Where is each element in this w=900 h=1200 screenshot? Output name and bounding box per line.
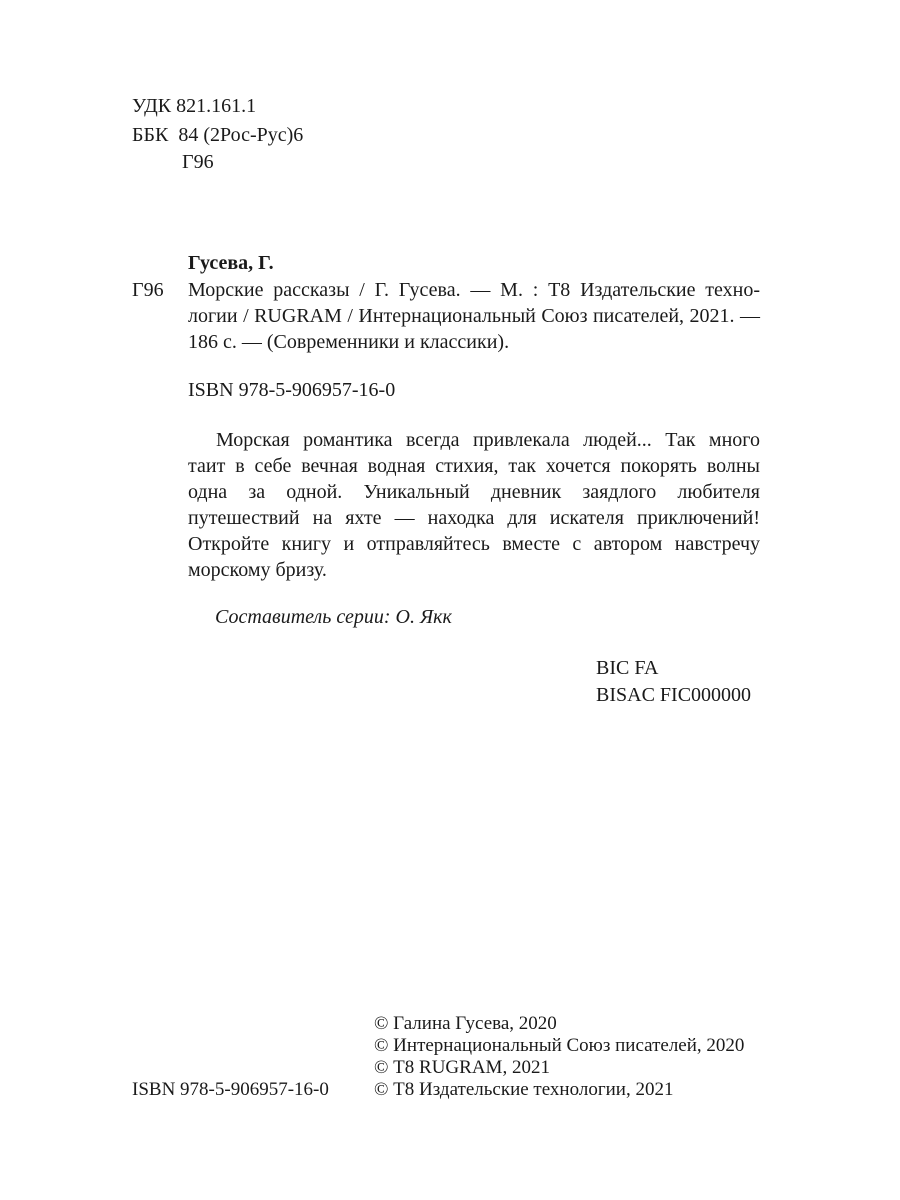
annotation-line: морскому бризу. — [188, 559, 327, 581]
bibliographic-description — [188, 278, 760, 356]
annotation-line: Откройте книгу и отправляйтесь вместе с автором навстречу — [188, 533, 760, 555]
bib-line: логии / RUGRAM / Интернациональный Союз писателей, 2021. — — [188, 305, 760, 327]
author-heading: Гусева, Г. — [188, 252, 274, 274]
copyright-line: © Галина Гусева, 2020 — [374, 1013, 557, 1034]
bib-line: 186 с. — (Современники и классики). — [188, 331, 510, 353]
annotation-line: путешествий на яхте — находка для искателя приключений! — [188, 507, 760, 529]
copyright-line: © Т8 RUGRAM, 2021 — [374, 1057, 550, 1078]
bbk-label: ББК — [132, 124, 169, 146]
annotation — [188, 428, 760, 584]
copyright-line: © Т8 Издательские технологии, 2021 — [374, 1079, 674, 1100]
bib-line: Морские рассказы / Г. Гусева. — М. : Т8 Издательские техно- — [188, 279, 760, 301]
copyright-block — [374, 1013, 744, 1101]
bic-code: BIC FA — [596, 657, 659, 679]
copyright-line: © Интернациональный Союз писателей, 2020 — [374, 1035, 745, 1056]
annotation-line: таит в себе вечная водная стихия, так хочется покорять волны — [188, 455, 760, 477]
udk-code: УДК 821.161.1 — [132, 95, 257, 117]
annotation-line: одна за одной. Уникальный дневник заядлого любителя — [188, 481, 760, 503]
isbn-record: ISBN 978-5-906957-16-0 — [188, 379, 396, 401]
bbk-code: 84 (2Рос-Рус)6 — [178, 124, 304, 146]
bbk-code-line — [132, 123, 303, 147]
bisac-code: BISAC FIC000000 — [596, 684, 752, 706]
isbn-footer: ISBN 978-5-906957-16-0 — [132, 1079, 329, 1100]
author-mark-header: Г96 — [182, 151, 214, 173]
annotation-line: Морская романтика всегда привлекала людей... Так много — [216, 429, 760, 451]
series-compiler: Составитель серии: О. Якк — [215, 606, 452, 628]
author-mark-side: Г96 — [132, 279, 164, 301]
